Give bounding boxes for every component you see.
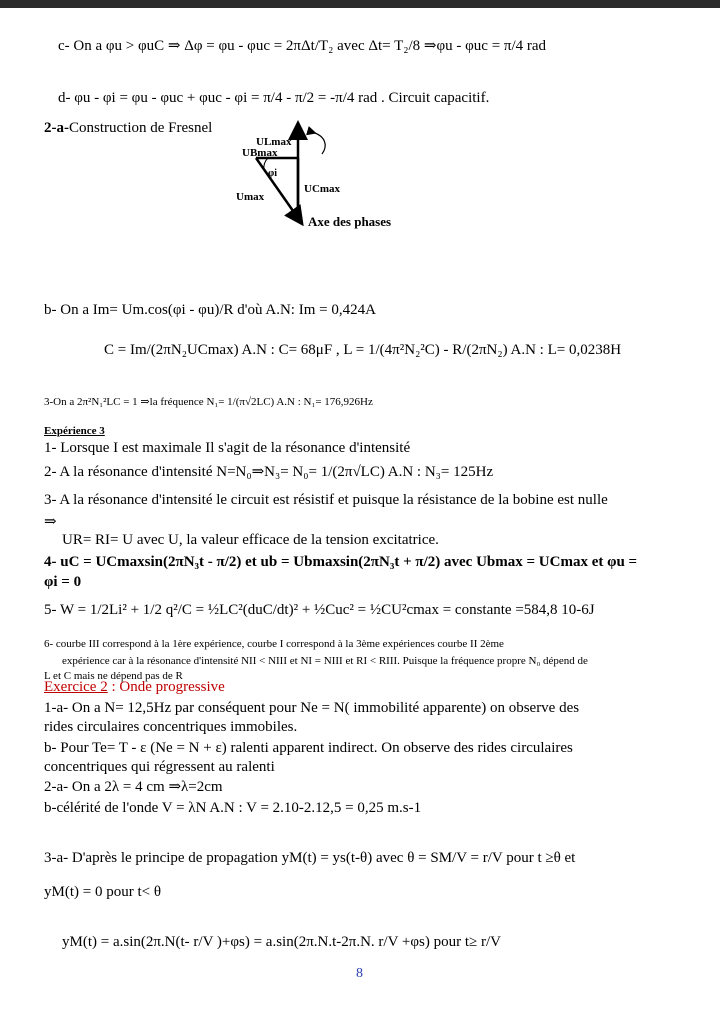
exp3-5: 5- W = 1/2Li² + 1/2 q²/C = ½LC²(duC/dt)² + ½Cuc² = ½CU²cmax = constante =584,8 10-6J [44,602,595,618]
label-axis: Axe des phases [308,214,392,229]
line-c: c- On a φu > φuC ⇒ Δφ = φu - φuc = 2πΔt/T₂ avec Δt= T₂/8 ⇒φu - φuc = π/4 rad [58,38,547,54]
line-b1: b- On a Im= Um.cos(φi - φu)/R d'où A.N: Im = 0,424A [44,302,376,318]
label-ub: UBmax [242,147,278,159]
exp3-3b: ⇒ [44,514,57,530]
label-u: Umax [236,191,265,203]
exp3-6b: expérience car à la résonance d'intensité NII < NIII et NI = NIII et RI < RIII. Puisque la fréquence propre N₀ dépend de [62,655,588,667]
exp3-6c: L et C mais ne dépend pas de R [44,670,183,682]
exp3-1: 1- Lorsque I est maximale Il s'agit de la résonance d'intensité [44,440,411,456]
label-ul: ULmax [256,136,292,148]
ex2-1d: concentriques qui régressent au ralenti [44,759,275,775]
exp3-title: Expérience 3 [44,425,105,437]
ex2-2a: 2-a- On a 2λ = 4 cm ⇒λ=2cm [44,779,223,795]
exp3-2: 2- A la résonance d'intensité N=N₀⇒N₃= N₀= 1/(2π√LC) A.N : N₃= 125Hz [44,464,494,480]
rotation-arrow [312,132,325,154]
ex2-3c: yM(t) = a.sin(2π.N(t- r/V )+φs) = a.sin(2π.N.t-2π.N. r/V +φs) pour t≥ r/V [62,934,501,950]
exp3-4b: φi = 0 [44,574,82,590]
exp3-6a: 6- courbe III correspond à la 1ère expérience, courbe I correspond à la 3ème expériences courbe II 2ème [44,638,504,650]
line-d: d- φu - φi = φu - φuc + φuc - φi = π/4 - π/2 = -π/4 rad . Circuit capacitif. [58,90,490,106]
line-3: 3-On a 2π²N₁²LC = 1 ⇒la fréquence N₁= 1/(π√2LC) A.N : N₁= 176,926Hz [44,396,373,408]
top-dark-bar [0,0,720,8]
ex2-3b: yM(t) = 0 pour t< θ [44,884,162,900]
label-uc: UCmax [304,183,341,195]
exp3-3c: UR= RI= U avec U, la valeur efficace de la tension excitatrice. [62,532,439,548]
page-number: 8 [356,966,363,981]
exp3-4a: 4- uC = UCmaxsin(2πN₃t - π/2) et ub = Ubmaxsin(2πN₃t + π/2) avec Ubmax = UCmax et φu = [44,554,638,570]
exp3-3a: 3- A la résonance d'intensité le circuit est résistif et puisque la résistance de la bobine est nulle [44,492,608,508]
ex2-2b: b-célérité de l'onde V = λN A.N : V = 2.10-2.12,5 = 0,25 m.s-1 [44,800,422,816]
ex2-3a: 3-a- D'après le principe de propagation yM(t) = ys(t-θ) avec θ = SM/V = r/V pour t ≥θ et [44,850,576,866]
vector-u [256,158,298,218]
line-b2: C = Im/(2πN₂UCmax) A.N : C= 68μF , L = 1/(4π²N₂²C) - R/(2πN₂) A.N : L= 0,0238H [104,342,622,358]
ex2-1c: b- Pour Te= T - ε (Ne = N + ε) ralenti apparent indirect. On observe des rides circulaires [44,740,573,756]
fresnel-diagram [228,118,428,238]
ex2-1b: rides circulaires concentriques immobiles. [44,719,298,735]
line-2a: 2-a-Construction de Fresnel [44,120,213,136]
label-phi: φi [268,168,278,179]
ex2-title: Exercice 2 : Onde progressive [44,679,225,695]
ex2-1a: 1-a- On a N= 12,5Hz par conséquent pour Ne = N( immobilité apparente) on observe des [44,700,580,716]
